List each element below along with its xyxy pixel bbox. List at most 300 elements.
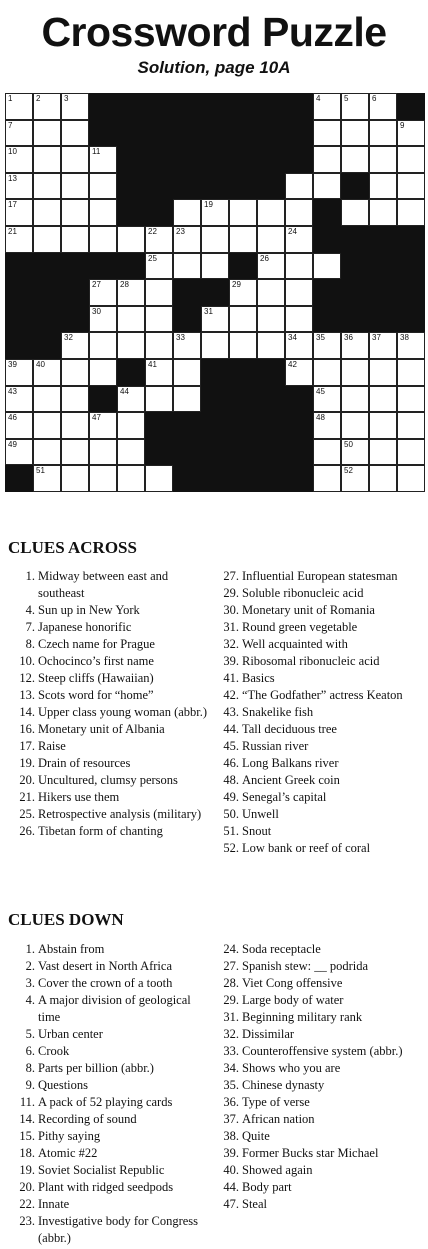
black-square	[117, 199, 145, 226]
black-square	[5, 465, 33, 492]
clue-item	[8, 992, 208, 1026]
grid-cell[interactable]	[89, 199, 117, 226]
grid-cell[interactable]	[313, 386, 341, 413]
grid-cell[interactable]	[145, 386, 173, 413]
grid-cell[interactable]	[285, 173, 313, 200]
clue-number: 36.	[223, 1095, 239, 1109]
grid-cell[interactable]	[313, 173, 341, 200]
black-square	[257, 386, 285, 413]
clue-number: 48.	[223, 773, 239, 787]
black-square	[89, 386, 117, 413]
clue-number: 10.	[19, 654, 35, 668]
black-square	[229, 93, 257, 120]
cell-number: 49	[8, 439, 17, 449]
grid-cell[interactable]	[173, 386, 201, 413]
grid-cell[interactable]	[341, 146, 369, 173]
clue-number: 19.	[19, 756, 35, 770]
cell-number: 50	[344, 439, 353, 449]
clue-item	[212, 975, 424, 992]
clue-item	[212, 1145, 424, 1162]
grid-cell[interactable]	[61, 359, 89, 386]
black-square	[145, 412, 173, 439]
clue-number: 17.	[19, 739, 35, 753]
clue-text: Cover the crown of a tooth	[38, 976, 173, 990]
grid-cell[interactable]	[285, 332, 313, 359]
grid-cell[interactable]	[397, 412, 425, 439]
clue-number: 47.	[223, 1197, 239, 1211]
grid-cell[interactable]	[5, 199, 33, 226]
cell-number: 48	[316, 413, 325, 423]
clue-number: 20.	[19, 1180, 35, 1194]
clue-text: Former Bucks star Michael	[242, 1146, 379, 1160]
clue-item	[212, 602, 424, 619]
black-square	[285, 386, 313, 413]
clue-item	[8, 721, 208, 738]
clue-item	[212, 806, 424, 823]
black-square	[145, 93, 173, 120]
clue-item	[212, 755, 424, 772]
clue-item	[212, 636, 424, 653]
grid-cell[interactable]	[285, 199, 313, 226]
grid-cell[interactable]	[341, 332, 369, 359]
clue-number: 1.	[25, 942, 35, 956]
clue-item	[212, 1111, 424, 1128]
clue-text: Monetary unit of Romania	[242, 603, 375, 617]
clue-number: 14.	[19, 1112, 35, 1126]
black-square	[341, 279, 369, 306]
grid-cell[interactable]	[397, 120, 425, 147]
grid-cell[interactable]	[33, 359, 61, 386]
clue-number: 16.	[19, 722, 35, 736]
grid-cell[interactable]	[369, 93, 397, 120]
grid-cell[interactable]	[341, 439, 369, 466]
grid-cell[interactable]	[33, 120, 61, 147]
black-square	[117, 173, 145, 200]
grid-cell[interactable]	[397, 386, 425, 413]
cell-number: 5	[344, 94, 349, 103]
black-square	[5, 253, 33, 280]
black-square	[369, 279, 397, 306]
cell-number: 36	[344, 333, 353, 343]
black-square	[285, 120, 313, 147]
grid-cell[interactable]	[33, 386, 61, 413]
clue-text: Questions	[38, 1078, 88, 1092]
grid-cell[interactable]	[257, 306, 285, 333]
grid-cell[interactable]	[285, 359, 313, 386]
grid-cell[interactable]	[117, 465, 145, 492]
clue-number: 27.	[223, 959, 239, 973]
clue-item	[8, 1060, 208, 1077]
clue-text: Low bank or reef of coral	[242, 841, 371, 855]
grid-cell[interactable]	[61, 412, 89, 439]
grid-cell[interactable]	[341, 465, 369, 492]
clue-text: Round green vegetable	[242, 620, 358, 634]
grid-cell[interactable]	[89, 332, 117, 359]
grid-cell[interactable]	[145, 253, 173, 280]
black-square	[257, 120, 285, 147]
grid-cell[interactable]	[117, 226, 145, 253]
clue-number: 21.	[19, 790, 35, 804]
black-square	[5, 306, 33, 333]
clue-text: Upper class young woman (abbr.)	[38, 705, 208, 719]
clue-text: Soluble ribonucleic acid	[242, 586, 364, 600]
clues-across-column-1	[8, 568, 208, 840]
grid-cell[interactable]	[89, 226, 117, 253]
black-square	[285, 412, 313, 439]
clue-item	[8, 975, 208, 992]
black-square	[5, 332, 33, 359]
clues-across-heading: CLUES ACROSS	[8, 538, 137, 557]
grid-cell[interactable]	[229, 306, 257, 333]
clue-text: Type of verse	[242, 1095, 310, 1109]
grid-cell[interactable]	[369, 173, 397, 200]
black-square	[313, 279, 341, 306]
clue-number: 30.	[223, 603, 239, 617]
cell-number: 37	[372, 333, 381, 343]
cell-number: 47	[92, 413, 101, 423]
clue-number: 52.	[223, 841, 239, 855]
clue-item	[212, 1094, 424, 1111]
clue-number: 5.	[25, 1027, 35, 1041]
black-square	[145, 146, 173, 173]
black-square	[313, 306, 341, 333]
grid-cell[interactable]	[5, 359, 33, 386]
black-square	[201, 146, 229, 173]
clue-text: Dissimilar	[242, 1027, 295, 1041]
grid-cell[interactable]	[89, 279, 117, 306]
grid-cell[interactable]	[5, 226, 33, 253]
black-square	[201, 359, 229, 386]
grid-cell[interactable]	[145, 465, 173, 492]
cell-number: 38	[400, 333, 409, 343]
clue-text: Large body of water	[242, 993, 344, 1007]
clue-item	[8, 738, 208, 755]
grid-cell[interactable]	[397, 199, 425, 226]
grid-cell[interactable]	[397, 146, 425, 173]
clue-number: 22.	[19, 1197, 35, 1211]
grid-cell[interactable]	[33, 146, 61, 173]
cell-number: 51	[36, 466, 45, 476]
clue-item	[212, 1077, 424, 1094]
grid-cell[interactable]	[117, 439, 145, 466]
clue-text: Plant with ridged seedpods	[38, 1180, 174, 1194]
grid-cell[interactable]	[61, 226, 89, 253]
black-square	[397, 253, 425, 280]
grid-cell[interactable]	[61, 332, 89, 359]
clue-text: Influential European statesman	[242, 569, 398, 583]
grid-cell[interactable]	[313, 439, 341, 466]
black-square	[313, 226, 341, 253]
grid-cell[interactable]	[201, 332, 229, 359]
clue-item	[8, 1179, 208, 1196]
black-square	[341, 306, 369, 333]
grid-cell[interactable]	[369, 386, 397, 413]
grid-cell[interactable]	[397, 465, 425, 492]
black-square	[369, 253, 397, 280]
grid-cell[interactable]	[313, 359, 341, 386]
grid-cell[interactable]	[313, 253, 341, 280]
grid-cell[interactable]	[173, 199, 201, 226]
black-square	[145, 120, 173, 147]
clue-item	[8, 568, 208, 602]
clue-text: Snout	[242, 824, 272, 838]
black-square	[89, 253, 117, 280]
cell-number: 4	[316, 94, 321, 103]
clue-number: 44.	[223, 1180, 239, 1194]
cell-number: 34	[288, 333, 297, 343]
clue-text: Atomic #22	[38, 1146, 98, 1160]
clue-number: 28.	[223, 976, 239, 990]
black-square	[257, 93, 285, 120]
clue-item	[8, 772, 208, 789]
cell-number: 29	[232, 280, 241, 290]
grid-cell[interactable]	[369, 146, 397, 173]
grid-cell[interactable]	[61, 386, 89, 413]
grid-cell[interactable]	[5, 146, 33, 173]
grid-cell[interactable]	[33, 439, 61, 466]
crossword-grid	[5, 93, 425, 492]
grid-cell[interactable]	[285, 226, 313, 253]
clue-item	[8, 1026, 208, 1043]
grid-cell[interactable]	[397, 332, 425, 359]
clue-number: 20.	[19, 773, 35, 787]
clue-item	[212, 1043, 424, 1060]
grid-cell[interactable]	[313, 120, 341, 147]
cell-number: 45	[316, 386, 325, 396]
grid-cell[interactable]	[173, 332, 201, 359]
grid-cell[interactable]	[117, 279, 145, 306]
cell-number: 10	[8, 147, 17, 157]
grid-cell[interactable]	[33, 173, 61, 200]
clue-text: Uncultured, clumsy persons	[38, 773, 178, 787]
page-title: Crossword Puzzle	[41, 9, 387, 55]
grid-cell[interactable]	[145, 332, 173, 359]
grid-cell[interactable]	[5, 412, 33, 439]
clue-number: 11.	[19, 1095, 35, 1109]
grid-cell[interactable]	[313, 465, 341, 492]
grid-cell[interactable]	[369, 439, 397, 466]
clue-number: 32.	[223, 1027, 239, 1041]
grid-cell[interactable]	[33, 465, 61, 492]
clue-text: Beginning military rank	[242, 1010, 363, 1024]
clue-number: 18.	[19, 1146, 35, 1160]
grid-cell[interactable]	[33, 412, 61, 439]
grid-cell[interactable]	[285, 306, 313, 333]
clue-text: Crook	[38, 1044, 70, 1058]
clue-item	[212, 1128, 424, 1145]
clue-item	[212, 789, 424, 806]
black-square	[201, 386, 229, 413]
grid-cell[interactable]	[89, 173, 117, 200]
grid-cell[interactable]	[89, 439, 117, 466]
clue-text: Sun up in New York	[38, 603, 140, 617]
clue-number: 33.	[223, 1044, 239, 1058]
clue-number: 8.	[25, 1061, 35, 1075]
grid-cell[interactable]	[341, 93, 369, 120]
black-square	[257, 465, 285, 492]
clue-text: Scots word for “home”	[38, 688, 154, 702]
black-square	[257, 412, 285, 439]
grid-cell[interactable]	[89, 306, 117, 333]
black-square	[61, 253, 89, 280]
clue-text: Senegal’s capital	[242, 790, 327, 804]
grid-cell[interactable]	[313, 412, 341, 439]
grid-cell[interactable]	[397, 359, 425, 386]
grid-cell[interactable]	[257, 253, 285, 280]
clue-item	[8, 1128, 208, 1145]
grid-cell[interactable]	[257, 279, 285, 306]
black-square	[173, 173, 201, 200]
black-square	[257, 439, 285, 466]
grid-cell[interactable]	[89, 146, 117, 173]
cell-number: 17	[8, 200, 17, 210]
grid-cell[interactable]	[145, 359, 173, 386]
grid-cell[interactable]	[369, 359, 397, 386]
grid-cell[interactable]	[5, 386, 33, 413]
grid-cell[interactable]	[257, 199, 285, 226]
black-square	[61, 306, 89, 333]
grid-cell[interactable]	[61, 93, 89, 120]
black-square	[117, 120, 145, 147]
black-square	[33, 332, 61, 359]
grid-cell[interactable]	[201, 226, 229, 253]
grid-cell[interactable]	[145, 279, 173, 306]
grid-cell[interactable]	[5, 120, 33, 147]
black-square	[173, 412, 201, 439]
grid-cell[interactable]	[341, 386, 369, 413]
grid-cell[interactable]	[201, 199, 229, 226]
clue-number: 15.	[19, 1129, 35, 1143]
grid-cell[interactable]	[369, 465, 397, 492]
grid-cell[interactable]	[89, 465, 117, 492]
clue-item	[8, 1162, 208, 1179]
clue-text: Investigative body for Congress (abbr.)	[38, 1214, 199, 1245]
grid-cell[interactable]	[61, 465, 89, 492]
clue-number: 32.	[223, 637, 239, 651]
black-square	[201, 412, 229, 439]
grid-cell[interactable]	[173, 253, 201, 280]
clue-item	[8, 958, 208, 975]
grid-cell[interactable]	[369, 120, 397, 147]
clue-number: 14.	[19, 705, 35, 719]
clue-text: Counteroffensive system (abbr.)	[242, 1044, 403, 1058]
cell-number: 40	[36, 360, 45, 369]
clue-text: Hikers use them	[38, 790, 120, 804]
black-square	[33, 279, 61, 306]
black-square	[145, 199, 173, 226]
grid-cell[interactable]	[341, 120, 369, 147]
black-square	[173, 306, 201, 333]
clue-number: 39.	[223, 1146, 239, 1160]
grid-cell[interactable]	[369, 199, 397, 226]
black-square	[33, 253, 61, 280]
grid-cell[interactable]	[89, 412, 117, 439]
grid-cell[interactable]	[369, 332, 397, 359]
grid-cell[interactable]	[313, 93, 341, 120]
clue-number: 39.	[223, 654, 239, 668]
grid-cell[interactable]	[369, 412, 397, 439]
grid-cell[interactable]	[61, 173, 89, 200]
clue-number: 35.	[223, 1078, 239, 1092]
grid-cell[interactable]	[117, 332, 145, 359]
grid-cell[interactable]	[5, 173, 33, 200]
grid-cell[interactable]	[229, 332, 257, 359]
grid-cell[interactable]	[5, 93, 33, 120]
black-square	[397, 93, 425, 120]
grid-cell[interactable]	[89, 359, 117, 386]
black-square	[229, 173, 257, 200]
clue-text: Ancient Greek coin	[242, 773, 340, 787]
grid-cell[interactable]	[341, 412, 369, 439]
grid-cell[interactable]	[33, 226, 61, 253]
grid-cell[interactable]	[397, 173, 425, 200]
grid-cell[interactable]	[117, 386, 145, 413]
clue-number: 1.	[25, 569, 35, 583]
grid-cell[interactable]	[257, 332, 285, 359]
clue-number: 6.	[25, 1044, 35, 1058]
cell-number: 39	[8, 360, 17, 369]
black-square	[201, 120, 229, 147]
grid-cell[interactable]	[229, 226, 257, 253]
clue-text: “The Godfather” actress Keaton	[242, 688, 403, 702]
grid-cell[interactable]	[33, 93, 61, 120]
black-square	[257, 173, 285, 200]
grid-cell[interactable]	[145, 226, 173, 253]
clue-number: 3.	[25, 976, 35, 990]
clue-item	[212, 772, 424, 789]
grid-cell[interactable]	[33, 199, 61, 226]
grid-cell[interactable]	[285, 279, 313, 306]
clue-item	[212, 1060, 424, 1077]
clue-item	[8, 619, 208, 636]
grid-cell[interactable]	[229, 199, 257, 226]
grid-cell[interactable]	[397, 439, 425, 466]
clue-number: 31.	[223, 620, 239, 634]
grid-cell[interactable]	[117, 412, 145, 439]
black-square	[341, 226, 369, 253]
grid-cell[interactable]	[5, 439, 33, 466]
grid-cell[interactable]	[229, 279, 257, 306]
clue-number: 24.	[223, 942, 239, 956]
clue-number: 4.	[25, 603, 35, 617]
grid-cell[interactable]	[173, 359, 201, 386]
grid-cell[interactable]	[173, 226, 201, 253]
clues-across-column-2	[212, 568, 424, 857]
grid-cell[interactable]	[341, 199, 369, 226]
clue-text: Tall deciduous tree	[242, 722, 337, 736]
grid-cell[interactable]	[313, 332, 341, 359]
grid-cell[interactable]	[61, 120, 89, 147]
grid-cell[interactable]	[61, 199, 89, 226]
grid-cell[interactable]	[145, 306, 173, 333]
clue-text: Innate	[38, 1197, 70, 1211]
clue-text: Urban center	[38, 1027, 103, 1041]
cell-number: 31	[204, 306, 213, 316]
grid-cell[interactable]	[117, 306, 145, 333]
grid-cell[interactable]	[201, 253, 229, 280]
clue-text: Quite	[242, 1129, 270, 1143]
grid-cell[interactable]	[61, 439, 89, 466]
clue-item	[8, 602, 208, 619]
clue-text: Raise	[38, 739, 66, 753]
grid-cell[interactable]	[285, 253, 313, 280]
grid-cell[interactable]	[61, 146, 89, 173]
grid-cell[interactable]	[257, 226, 285, 253]
grid-cell[interactable]	[341, 359, 369, 386]
clue-number: 29.	[223, 993, 239, 1007]
grid-cell[interactable]	[313, 146, 341, 173]
grid-cell[interactable]	[201, 306, 229, 333]
